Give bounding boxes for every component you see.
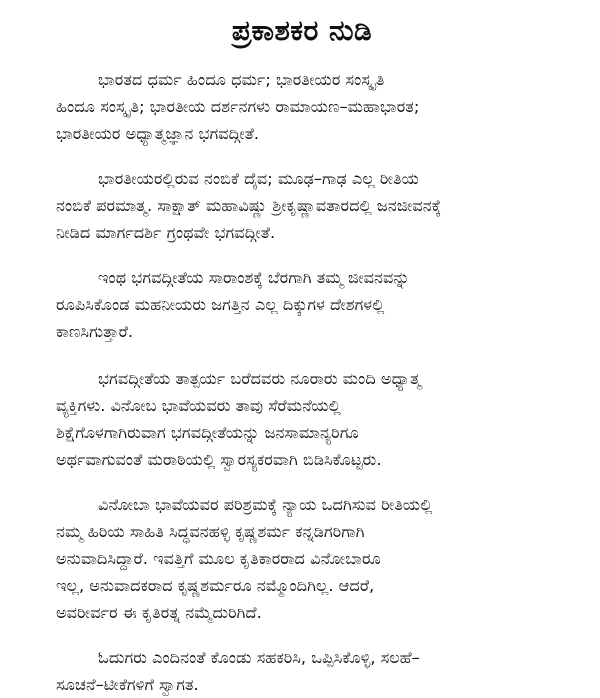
paragraph-line: ಭಾರತೀಯರಲ್ಲಿರುವ ನಂಬಿಕೆ ದೈವ; ಮೂಢ–ಗಾಢ ಎಲ್ಲ ರೀತಿಯ xyxy=(98,169,420,188)
paragraph-line: ಅವರೀರ್ವರ ಈ ಕೃತಿರತ್ನ ನಮ್ಮೆದುರಿಗಿದೆ. xyxy=(56,603,262,622)
paragraph-line: ನಮ್ಮ ಹಿರಿಯ ಸಾಹಿತಿ ಸಿದ್ಧವನಹಳ್ಳಿ ಕೃಷ್ಣಶರ್ಮ ಕನ್ನಡಿಗರಿಗಾಗಿ xyxy=(56,522,365,541)
page-title: ಪ್ರಕಾಶಕರ ನುಡಿ xyxy=(231,14,373,47)
paragraph-line: ಹಿಂದೂ ಸಂಸ್ಕೃತಿ; ಭಾರತೀಯ ದರ್ಶನಗಳು ರಾಮಾಯಣ–ಮಹಾಭಾರತ; xyxy=(56,97,420,116)
paragraph-1 xyxy=(56,66,538,147)
paragraph-2 xyxy=(56,165,538,246)
paragraph-line: ವಿನೋಬಾ ಭಾವೆಯವರ ಪರಿಶ್ರಮಕ್ಕೆ ನ್ಯಾಯ ಒದಗಿಸುವ ರೀತಿಯಲ್ಲಿ xyxy=(98,495,433,514)
paragraph-4 xyxy=(56,365,538,473)
paragraph-line: ವ್ಯಕ್ತಿಗಳು. ವಿನೋಬ ಭಾವೆಯವರು ತಾವು ಸೆರೆಮನೆಯಲ್ಲಿ xyxy=(56,396,341,415)
paragraph-line: ನೀಡಿದ ಮಾರ್ಗದರ್ಶಿ ಗ್ರಂಥವೇ ಭಗವದ್ಗೀತೆ. xyxy=(56,223,276,242)
paragraph-line: ಇಲ್ಲ, ಅನುವಾದಕರಾದ ಕೃಷ್ಣಶರ್ಮರೂ ನಮ್ಮೊಂದಿಗಿಲ್ಲ. ಆದರೆ, xyxy=(56,576,375,595)
paragraph-line: ಕಾಣಸಿಗುತ್ತಾರೆ. xyxy=(56,322,134,341)
paragraph-line: ರೂಪಿಸಿಕೊಂಡ ಮಹನೀಯರು ಜಗತ್ತಿನ ಎಲ್ಲ ದಿಕ್ಕುಗಳ ದೇಶಗಳಲ್ಲಿ xyxy=(56,295,385,314)
paragraph-line: ಶಿಕ್ಷೆಗೊಳಗಾಗಿರುವಾಗ ಭಗವದ್ಗೀತೆಯನ್ನು ಜನಸಾಮಾನ್ಯರಿಗೂ xyxy=(56,423,359,442)
paragraph-line: ಸೂಚನೆ–ಟೀಕೆಗಳಿಗೆ ಸ್ವಾಗತ. xyxy=(56,675,199,694)
paragraph-5 xyxy=(56,491,538,626)
paragraph-line: ಭಾರತೀಯರ ಅಧ್ಯಾತ್ಮಜ್ಞಾನ ಭಗವದ್ಗೀತೆ. xyxy=(56,124,260,143)
paragraph-6 xyxy=(56,644,538,698)
paragraph-line: ಓದುಗರು ಎಂದಿನಂತೆ ಕೊಂಡು ಸಹಕರಿಸಿ, ಒಪ್ಪಿಸಿಕೊಳ್ಳಿ, ಸಲಹೆ– xyxy=(98,648,420,667)
paragraph-line: ಅನುವಾದಿಸಿದ್ದಾರೆ. ಇವತ್ತಿಗೆ ಮೂಲ ಕೃತಿಕಾರರಾದ ವಿನೋಬಾರೂ xyxy=(56,549,381,568)
paragraph-3 xyxy=(56,264,538,345)
paragraph-line: ಅರ್ಥವಾಗುವಂತೆ ಮರಾಠಿಯಲ್ಲಿ ಸ್ವಾರಸ್ಯಕರವಾಗಿ ಬಿಡಿಸಿಕೊಟ್ಟರು. xyxy=(56,450,382,469)
paragraph-line: ಇಂಥ ಭಗವದ್ಗೀತೆಯ ಸಾರಾಂಶಕ್ಕೆ ಬೆರಗಾಗಿ ತಮ್ಮ ಜೀವನವನ್ನು xyxy=(98,268,410,287)
paragraph-line: ಭಗವದ್ಗೀತೆಯ ತಾತ್ಪರ್ಯ ಬರೆದವರು ನೂರಾರು ಮಂದಿ ಅಧ್ಯಾತ್ಮ xyxy=(98,369,421,388)
paragraph-line: ನಂಬಿಕೆ ಪರಮಾತ್ಮ. ಸಾಕ್ಷಾತ್ ಮಹಾವಿಷ್ಣು ಶ್ರೀಕೃಷ್ಣಾವತಾರದಲ್ಲಿ ಜನಜೀವನಕ್ಕೆ xyxy=(56,196,442,215)
paragraph-line: ಭಾರತದ ಧರ್ಮ ಹಿಂದೂ ಧರ್ಮ; ಭಾರತೀಯರ ಸಂಸ್ಕೃತಿ xyxy=(98,70,385,89)
